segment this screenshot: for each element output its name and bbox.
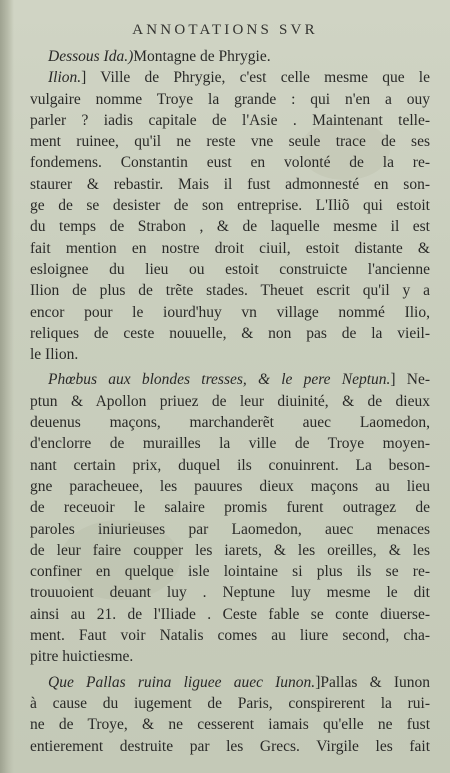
text-line bbox=[30, 497, 430, 518]
text-line bbox=[30, 561, 430, 582]
text-line bbox=[30, 540, 430, 561]
text-line bbox=[30, 131, 430, 152]
text-line bbox=[30, 323, 430, 344]
lemma: Ilion. bbox=[48, 69, 82, 87]
line-text: le Ilion. bbox=[30, 346, 79, 364]
running-head: ANNOTATIONS SVR bbox=[132, 22, 318, 38]
line-text: de leur faire coupper les iarets, & les oreilles, & les bbox=[30, 541, 430, 559]
lemma: Phœbus aux blondes tresses, & le pere Neptun. bbox=[48, 371, 391, 389]
text-line bbox=[30, 152, 430, 173]
line-text: paroles iniurieuses par Laomedon, auec menaces bbox=[30, 520, 430, 538]
text-line bbox=[30, 604, 430, 625]
line-text: Montagne de Phrygie. bbox=[133, 48, 271, 65]
text-line bbox=[30, 736, 430, 757]
text-line bbox=[30, 369, 430, 390]
text-line bbox=[30, 672, 430, 693]
text-line bbox=[30, 391, 430, 412]
text-line bbox=[30, 46, 430, 67]
line-text: ] Ville de Phrygie, c'est celle mesme que le bbox=[81, 69, 430, 87]
lemma: Dessous Ida.) bbox=[48, 48, 134, 65]
line-text: entierement destruite par les Grecs. Virgile les fait bbox=[30, 737, 430, 755]
text-line bbox=[30, 110, 430, 131]
text-line bbox=[30, 412, 430, 433]
line-text: confiner en quelque isle lointaine si plus ils se re- bbox=[30, 563, 430, 581]
lemma: Que Pallas ruina liguee auec Iunon. bbox=[48, 673, 316, 691]
line-text: ment ruinee, qu'il ne reste vne seule trace de ses bbox=[30, 133, 430, 151]
line-text: vulgaire nomme Troye la grande : qui n'en a ouy bbox=[30, 90, 430, 108]
text-line bbox=[30, 476, 430, 497]
text-line bbox=[30, 344, 430, 365]
line-text: d'enclorre de murailles la ville de Troye moyen- bbox=[30, 435, 430, 453]
line-text: gne paracheuee, les pauures dieux maçons au lieu bbox=[30, 477, 430, 495]
line-text: ge de se desister de son entreprise. L'Iliõ qui estoit bbox=[30, 197, 430, 215]
text-line bbox=[30, 259, 430, 280]
text-line bbox=[30, 625, 430, 646]
line-text: reliques de ceste nouuelle, & non pas de la vieil- bbox=[30, 324, 430, 342]
line-text: ]Pallas & Iunon bbox=[315, 673, 430, 691]
line-text: deuenus maçons, marchanderẽt auec Laomedon, bbox=[30, 414, 430, 432]
text-line bbox=[30, 646, 430, 667]
line-text: du temps de Strabon , & de laquelle mesme il est bbox=[30, 218, 430, 236]
line-text: staurer & rebastir. Mais il fust admonnesté en son- bbox=[30, 175, 430, 193]
text-line bbox=[30, 693, 430, 714]
text-line bbox=[30, 714, 430, 735]
line-text: ne de Troye, & ne cesserent iamais qu'elle ne fust bbox=[30, 716, 430, 734]
text-line bbox=[30, 174, 430, 195]
line-text: parler ? iadis capitale de l'Asie . Maintenant telle- bbox=[30, 111, 430, 129]
line-text: ment. Faut voir Natalis comes au liure second, cha- bbox=[30, 627, 430, 645]
text-line bbox=[30, 89, 430, 110]
text-line bbox=[30, 433, 430, 454]
text-line bbox=[30, 67, 430, 88]
line-text: fondemens. Constantin eust en volonté de la re- bbox=[30, 154, 430, 172]
annotation-text-block bbox=[30, 46, 430, 757]
page-gutter-shadow bbox=[0, 0, 14, 773]
line-text: ptun & Apollon priuez de leur diuinité, & de dieux bbox=[30, 392, 430, 410]
line-text: fait mention en nostre droit ciuil, estoit distante & bbox=[30, 239, 430, 257]
text-line bbox=[30, 302, 430, 323]
line-text: nant certain prix, duquel ils conuinrent. La beson- bbox=[30, 456, 430, 474]
line-text: ainsi au 21. de l'Iliade . Ceste fable se conte diuerse- bbox=[30, 605, 430, 623]
line-text: trouuoient deuant luy . Neptune luy mesme le dit bbox=[30, 584, 430, 602]
text-line bbox=[30, 455, 430, 476]
text-line bbox=[30, 216, 430, 237]
line-text: Ilion de plus de trẽte stades. Theuet escrit qu'il y a bbox=[30, 282, 430, 300]
line-text: à cause du iugement de Paris, conspirerent la rui- bbox=[30, 694, 430, 712]
line-text: encor pour le iourd'huy vn village nommé Ilio, bbox=[30, 303, 430, 321]
line-text: de receuoir le salaire promis furent outragez de bbox=[30, 499, 430, 517]
text-line bbox=[30, 519, 430, 540]
line-text: ] Ne- bbox=[390, 371, 430, 389]
text-line bbox=[30, 582, 430, 603]
line-text: pitre huictiesme. bbox=[30, 648, 134, 666]
text-line bbox=[30, 238, 430, 259]
line-text: esloignee du lieu ou estoit construicte l'ancienne bbox=[30, 260, 430, 278]
text-line bbox=[30, 195, 430, 216]
text-line bbox=[30, 280, 430, 301]
